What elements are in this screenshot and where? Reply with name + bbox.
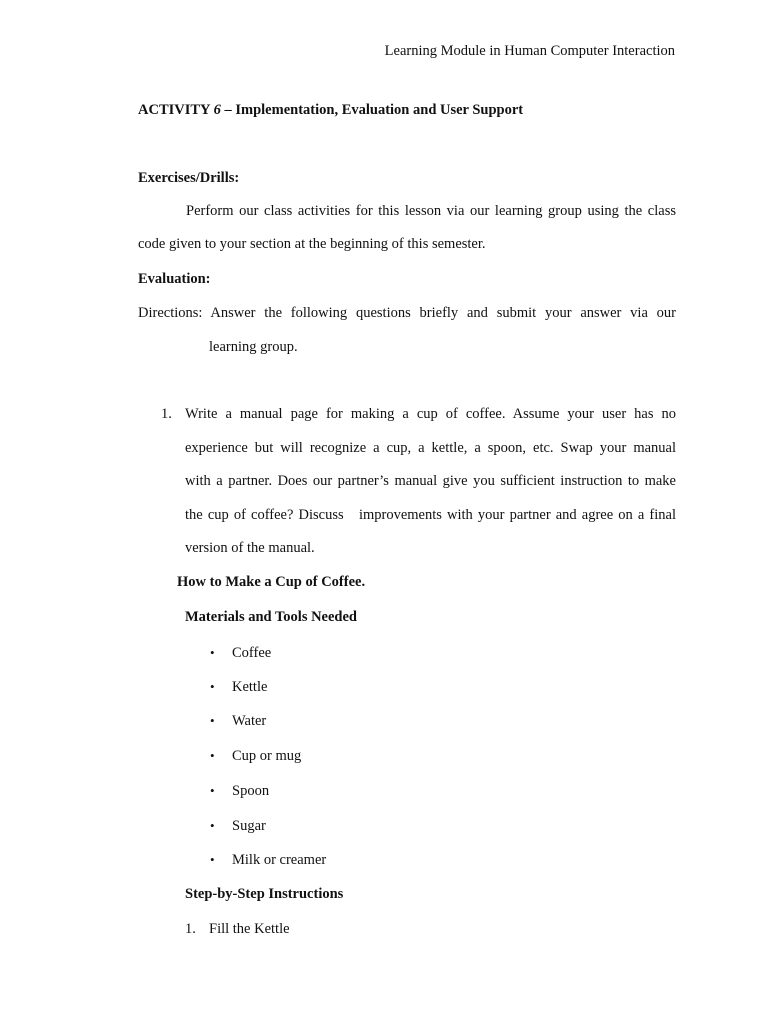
- exercises-line-2: code given to your section at the beginning of this semester.: [138, 236, 486, 252]
- bullet-icon: •: [210, 748, 215, 763]
- list-item: [210, 818, 266, 835]
- list-item: [210, 645, 271, 662]
- bullet-icon: •: [210, 645, 215, 660]
- activity-prefix: ACTIVITY: [138, 102, 214, 118]
- material-label: Coffee: [232, 645, 272, 661]
- directions-line-1: Directions: Answer the following questions briefly and submit your answer via our: [138, 305, 676, 321]
- evaluation-heading: Evaluation:: [138, 271, 211, 287]
- material-label: Spoon: [232, 783, 270, 799]
- activity-number: 6: [213, 102, 221, 118]
- material-label: Cup or mug: [232, 748, 302, 764]
- question-line: the cup of coffee? Discuss improvements with your partner and agree on a final: [185, 507, 676, 523]
- question-line: experience but will recognize a cup, a kettle, a spoon, etc. Swap your manual: [185, 440, 676, 456]
- list-item: [210, 679, 267, 696]
- running-header: Learning Module in Human Computer Interaction: [384, 43, 675, 59]
- material-label: Milk or creamer: [232, 852, 327, 868]
- activity-title: [138, 102, 523, 119]
- list-item: [210, 852, 326, 869]
- bullet-icon: •: [210, 852, 215, 867]
- directions-line-2: learning group.: [209, 339, 298, 355]
- exercises-heading: Exercises/Drills:: [138, 170, 240, 186]
- list-item: [210, 713, 266, 730]
- question-line: version of the manual.: [185, 540, 315, 556]
- steps-heading: Step-by-Step Instructions: [185, 886, 344, 902]
- material-label: Water: [232, 713, 267, 729]
- step-number: 1.: [185, 921, 196, 937]
- material-label: Sugar: [232, 818, 266, 834]
- bullet-icon: •: [210, 679, 215, 694]
- question-line: with a partner. Does our partner’s manual give you sufficient instruction to make: [185, 473, 676, 489]
- bullet-icon: •: [210, 818, 215, 833]
- question-number: 1.: [161, 406, 172, 422]
- list-item: [210, 748, 301, 765]
- bullet-icon: •: [210, 713, 215, 728]
- list-item: [210, 783, 269, 800]
- question-line: Write a manual page for making a cup of coffee. Assume your user has no: [185, 406, 676, 422]
- bullet-icon: •: [210, 783, 215, 798]
- step-text: Fill the Kettle: [209, 921, 290, 937]
- exercises-line-1: Perform our class activities for this lesson via our learning group using the class: [186, 203, 676, 219]
- materials-heading: Materials and Tools Needed: [185, 609, 357, 625]
- activity-title-rest: – Implementation, Evaluation and User Support: [220, 102, 524, 118]
- material-label: Kettle: [232, 679, 268, 695]
- answer-title: How to Make a Cup of Coffee.: [177, 574, 366, 590]
